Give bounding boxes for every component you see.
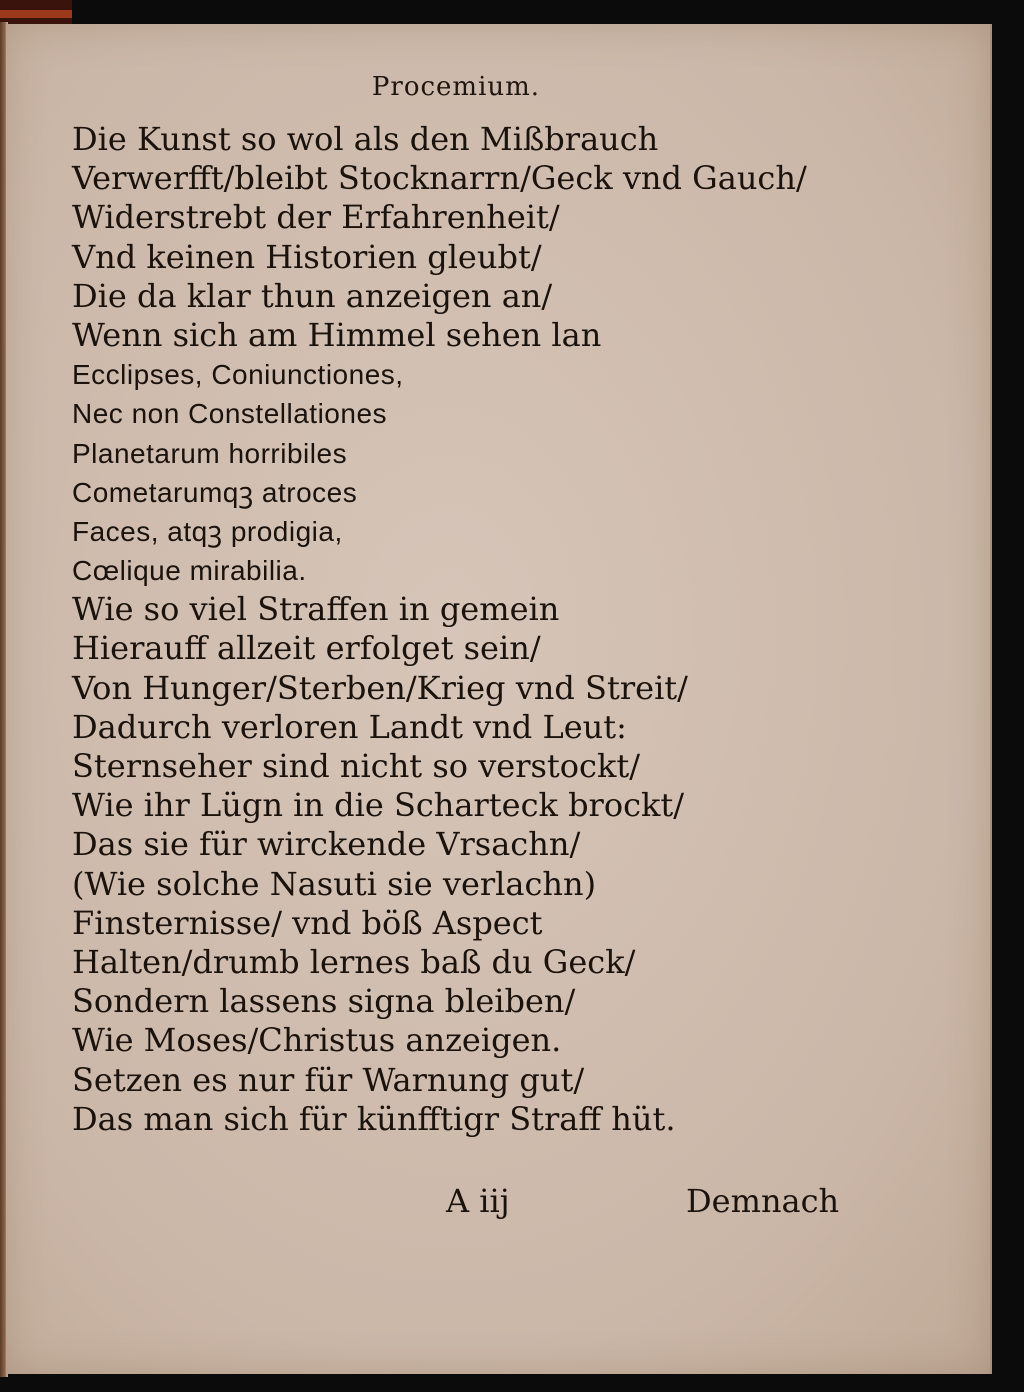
verse-line: Die Kunst so wol als den Mißbrauch (72, 120, 659, 158)
verse-line: Halten/drumb lernes baß du Geck/ (72, 942, 636, 981)
verse-line: Das sie für wirckende Vrsachn/ (72, 825, 581, 864)
latin-line: Nec non Constellationes (72, 398, 388, 430)
verse-line: Von Hunger/Sterben/Krieg vnd Streit/ (72, 668, 688, 707)
binding-tab (0, 0, 72, 24)
book-page (6, 24, 992, 1374)
page-footer (6, 1182, 906, 1222)
verse-line: Die da klar thun anzeigen an/ (72, 276, 553, 315)
verse-line: Widerstrebt der Erfahrenheit/ (72, 198, 560, 237)
verse-line: Vnd keinen Historien gleubt/ (72, 237, 542, 276)
verse-line: Sondern lassens signa bleiben/ (72, 982, 576, 1021)
verse-line: Wenn sich am Himmel sehen lan (72, 315, 602, 354)
catchword: Demnach (686, 1182, 840, 1220)
verse-line: Wie Moses/Christus anzeigen. (72, 1021, 562, 1060)
latin-line: Ecclipses, Coniunctiones, (72, 359, 404, 391)
verse-line: (Wie solche Nasuti sie verlachn) (72, 864, 597, 903)
verse-text (72, 120, 892, 1139)
signature-mark: A iij (446, 1182, 510, 1220)
latin-line: Faces, atqꝫ prodigia, (72, 515, 343, 547)
verse-line: Wie ihr Lügn in die Scharteck brockt/ (72, 786, 685, 825)
verse-line: Wie so viel Straffen in gemein (72, 590, 560, 629)
verse-line: Setzen es nur für Warnung gut/ (72, 1060, 585, 1099)
latin-line: Cœlique mirabilia. (72, 555, 307, 587)
latin-line: Planetarum horribiles (72, 437, 348, 469)
verse-line: Dadurch verloren Landt vnd Leut: (72, 707, 627, 746)
verse-line: Hierauff allzeit erfolget sein/ (72, 629, 541, 668)
verse-line: Sternseher sind nicht so verstockt/ (72, 747, 640, 785)
verse-line: Finsternisse/ vnd böß Aspect (72, 903, 543, 942)
running-header: Procemium. (371, 72, 541, 102)
verse-line: Verwerfft/bleibt Stocknarrn/Geck vnd Gauch/ (72, 159, 807, 198)
verse-line: Das man sich für künfftigr Straff hüt. (72, 1099, 676, 1138)
latin-line: Cometarumqꝫ atroces (72, 476, 358, 508)
